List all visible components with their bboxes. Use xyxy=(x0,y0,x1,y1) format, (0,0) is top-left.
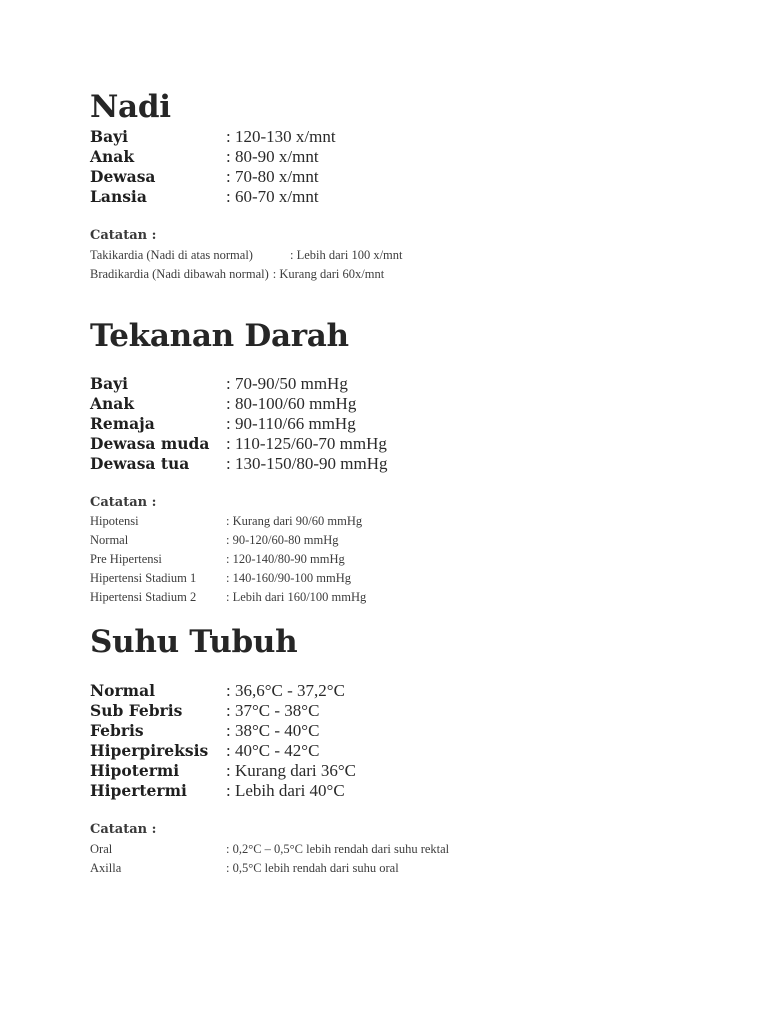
row-label: Anak xyxy=(90,394,135,413)
note-label: Hipertensi Stadium 1 xyxy=(90,571,197,585)
row-label: Dewasa muda xyxy=(90,434,210,453)
row-label: Bayi xyxy=(90,127,129,146)
tekanan-darah-row xyxy=(90,434,730,454)
note-label: Hipertensi Stadium 2 xyxy=(90,590,197,604)
note-label: Oral xyxy=(90,842,113,856)
row-label: Anak xyxy=(90,147,135,166)
row-value: : 60-70 x/mnt xyxy=(226,187,319,206)
suhu-tubuh-row xyxy=(90,681,730,701)
tekanan-darah-notes xyxy=(90,512,730,607)
nadi-row xyxy=(90,147,730,167)
tekanan-darah-table xyxy=(90,374,730,474)
nadi-row xyxy=(90,167,730,187)
row-value: : 90-110/66 mmHg xyxy=(226,414,356,433)
note-row xyxy=(90,550,730,569)
suhu-tubuh-row xyxy=(90,701,730,721)
suhu-tubuh-notes xyxy=(90,840,730,878)
nadi-row xyxy=(90,127,730,147)
note-row xyxy=(90,588,730,607)
row-label: Dewasa xyxy=(90,167,156,186)
suhu-tubuh-row xyxy=(90,781,730,801)
nadi-notes xyxy=(90,246,730,284)
nadi-note-title: Catatan : xyxy=(90,228,157,243)
row-label: Normal xyxy=(90,681,156,700)
row-value: : 70-80 x/mnt xyxy=(226,167,319,186)
note-value: : 120-140/80-90 mmHg xyxy=(226,552,345,566)
note-row xyxy=(90,246,730,265)
row-label: Febris xyxy=(90,721,144,740)
section-title-nadi: Nadi xyxy=(90,89,171,125)
note-value: : 0,2°C – 0,5°C lebih rendah dari suhu rektal xyxy=(226,842,450,856)
note-label: Pre Hipertensi xyxy=(90,552,162,566)
row-label: Bayi xyxy=(90,374,129,393)
suhu-tubuh-note-title: Catatan : xyxy=(90,822,157,837)
note-label: Axilla xyxy=(90,861,122,875)
suhu-tubuh-row xyxy=(90,741,730,761)
suhu-tubuh-row xyxy=(90,761,730,781)
note-row xyxy=(90,265,730,284)
row-label: Hipertermi xyxy=(90,781,187,800)
note-value: : 0,5°C lebih rendah dari suhu oral xyxy=(226,861,399,875)
row-value: : 40°C - 42°C xyxy=(226,741,320,760)
note-value: : Lebih dari 100 x/mnt xyxy=(290,248,403,262)
row-label: Hiperpireksis xyxy=(90,741,209,760)
section-title-suhu-tubuh: Suhu Tubuh xyxy=(90,624,298,660)
note-value: : Kurang dari 90/60 mmHg xyxy=(226,514,363,528)
row-label: Dewasa tua xyxy=(90,454,190,473)
row-value: : 80-90 x/mnt xyxy=(226,147,319,166)
row-value: : Lebih dari 40°C xyxy=(226,781,345,800)
note-label: Hipotensi xyxy=(90,514,139,528)
row-value: : 110-125/60-70 mmHg xyxy=(226,434,387,453)
row-label: Lansia xyxy=(90,187,147,206)
note-label: Normal xyxy=(90,533,129,547)
row-label: Hipotermi xyxy=(90,761,180,780)
note-value: : 90-120/60-80 mmHg xyxy=(226,533,339,547)
note-row xyxy=(90,531,730,550)
nadi-row xyxy=(90,187,730,207)
nadi-table xyxy=(90,127,730,207)
note-row xyxy=(90,512,730,531)
note-value: : 140-160/90-100 mmHg xyxy=(226,571,351,585)
row-value: : 120-130 x/mnt xyxy=(226,127,336,146)
note-value: : Kurang dari 60x/mnt xyxy=(272,267,385,281)
note-label: Takikardia (Nadi di atas normal) xyxy=(90,248,253,262)
note-row xyxy=(90,569,730,588)
row-value: : Kurang dari 36°C xyxy=(226,761,357,780)
row-value: : 38°C - 40°C xyxy=(226,721,320,740)
tekanan-darah-row xyxy=(90,394,730,414)
note-value: : Lebih dari 160/100 mmHg xyxy=(226,590,367,604)
note-label: Bradikardia (Nadi dibawah normal) xyxy=(90,267,269,281)
row-label: Sub Febris xyxy=(90,701,183,720)
tekanan-darah-row xyxy=(90,454,730,474)
suhu-tubuh-table xyxy=(90,681,730,801)
row-value: : 130-150/80-90 mmHg xyxy=(226,454,388,473)
tekanan-darah-row xyxy=(90,414,730,434)
row-label: Remaja xyxy=(90,414,155,433)
row-value: : 70-90/50 mmHg xyxy=(226,374,348,393)
section-title-tekanan-darah: Tekanan Darah xyxy=(90,318,349,354)
row-value: : 37°C - 38°C xyxy=(226,701,320,720)
tekanan-darah-note-title: Catatan : xyxy=(90,495,157,510)
tekanan-darah-row xyxy=(90,374,730,394)
note-row xyxy=(90,859,730,878)
row-value: : 80-100/60 mmHg xyxy=(226,394,357,413)
suhu-tubuh-row xyxy=(90,721,730,741)
row-value: : 36,6°C - 37,2°C xyxy=(226,681,345,700)
note-row xyxy=(90,840,730,859)
